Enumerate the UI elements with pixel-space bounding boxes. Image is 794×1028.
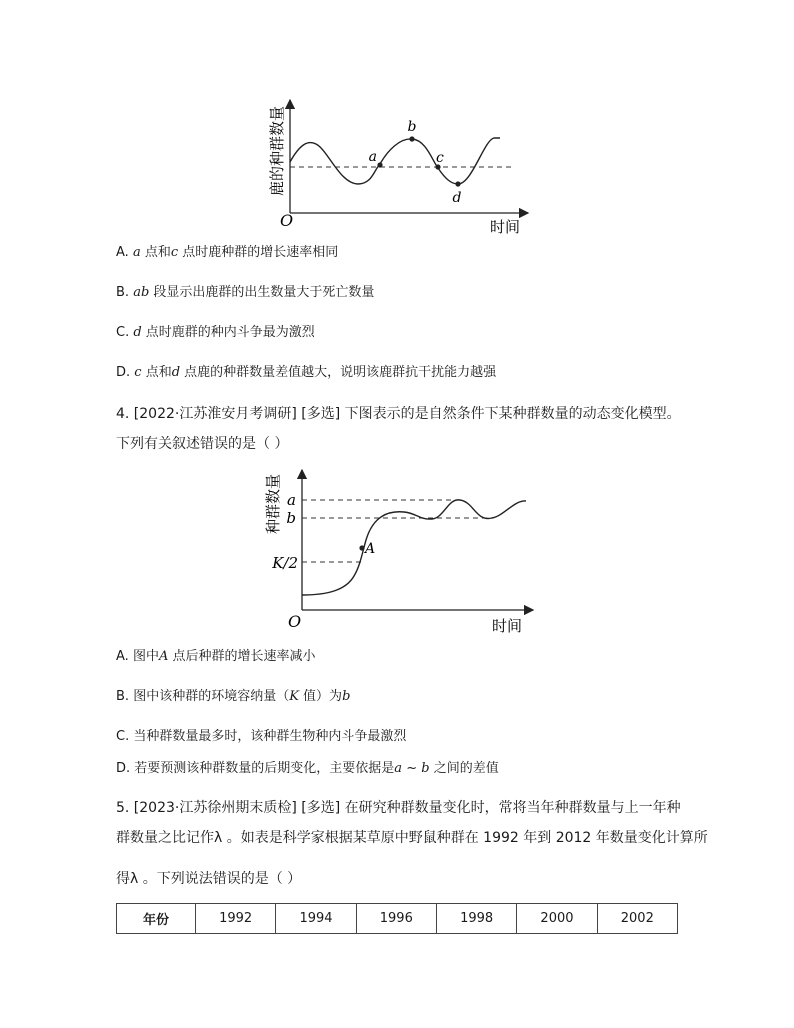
option-letter: B. <box>116 285 134 300</box>
figure-logistic-growth <box>248 458 538 638</box>
q4-stem-line2: 下列有关叙述错误的是（ ） <box>116 436 289 452</box>
option-letter: D. <box>116 761 135 776</box>
label-A: A <box>365 541 376 557</box>
q4-option-b <box>116 688 350 706</box>
table-row <box>117 904 678 934</box>
q3-option-a <box>116 244 338 262</box>
origin-label: O <box>288 612 302 631</box>
option-text: 点和 <box>141 365 172 380</box>
label-level-b: b <box>286 509 296 527</box>
option-letter: A. <box>116 649 133 664</box>
variable: b <box>421 761 430 776</box>
option-text: 若要预测该种群数量的后期变化，主要依据是 <box>134 761 395 776</box>
q5-stem-line2: 群数量之比记作λ 。如表是科学家根据某草原中野鼠种群在 1992 年到 2012 年数量变化计算所 <box>116 830 708 846</box>
option-text: 点和 <box>140 245 171 260</box>
y-axis-label: 鹿的种群数量 <box>268 105 286 196</box>
lambda-table <box>116 903 678 934</box>
option-letter: A. <box>116 245 133 260</box>
option-text: 段显示出鹿群的出生数量大于死亡数量 <box>149 285 375 300</box>
label-c: c <box>436 150 444 166</box>
variable: d <box>171 365 181 380</box>
table-cell: 1992 <box>196 904 276 934</box>
x-axis-label: 时间 <box>490 218 521 236</box>
table-cell: 1996 <box>356 904 436 934</box>
table-cell: 1994 <box>276 904 356 934</box>
table-cell: 1998 <box>436 904 516 934</box>
q4-stem-line1: 4. [2022·江苏淮安月考调研] [多选] 下图表示的是自然条件下某种群数量的动态变化模型。 <box>116 406 681 422</box>
option-text: 值）为 <box>298 689 343 704</box>
label-level-a: a <box>287 491 296 509</box>
q4-option-d <box>116 760 499 778</box>
q3-option-d <box>116 364 496 382</box>
variable: A <box>158 649 169 664</box>
x-axis-label: 时间 <box>492 617 523 635</box>
option-text: 点时鹿群的种内斗争最为激烈 <box>141 325 315 340</box>
variable: ab <box>133 285 150 300</box>
growth-curve <box>302 500 526 595</box>
option-text: 之间的差值 <box>429 761 499 776</box>
q3-option-b <box>116 284 374 302</box>
option-text: 图中该种群的环境容纳量（ <box>133 689 290 704</box>
q4-option-a <box>116 648 315 666</box>
option-text: ~ <box>402 761 422 776</box>
point-a <box>377 162 382 167</box>
option-letter: B. <box>116 689 134 704</box>
y-axis-label: 种群数量 <box>264 473 282 534</box>
population-curve <box>290 138 500 184</box>
option-text: 图中 <box>132 649 159 664</box>
label-a: a <box>368 149 377 165</box>
label-b: b <box>407 119 417 135</box>
table-cell: 2000 <box>517 904 597 934</box>
variable: c <box>170 245 179 260</box>
point-d <box>455 181 460 186</box>
origin-label: O <box>280 211 294 230</box>
option-text: 点时鹿种群的增长速率相同 <box>178 245 339 260</box>
variable: a <box>394 761 403 776</box>
table-header-year: 年份 <box>117 904 196 934</box>
option-text: 点后种群的增长速率减小 <box>168 649 316 664</box>
q5-stem-line1: 5. [2023·江苏徐州期末质检] [多选] 在研究种群数量变化时，常将当年种群数量与上一年种 <box>116 800 681 816</box>
figure-deer-population <box>260 92 540 237</box>
point-b <box>409 136 414 141</box>
point-A <box>359 545 364 550</box>
q3-option-c <box>116 324 315 342</box>
option-letter: D. <box>116 365 135 380</box>
variable: b <box>342 689 351 704</box>
option-text: 点鹿的种群数量差值越大，说明该鹿群抗干扰能力越强 <box>180 365 497 380</box>
option-text: 当种群数量最多时，该种群生物种内斗争最激烈 <box>133 729 407 744</box>
variable: K <box>289 689 299 704</box>
variable: c <box>134 365 142 380</box>
label-d: d <box>452 190 462 206</box>
q4-option-c <box>116 728 406 746</box>
label-level-k2: K/2 <box>272 554 298 572</box>
table-cell: 2002 <box>597 904 677 934</box>
variable: d <box>133 325 142 340</box>
option-letter: C. <box>116 729 134 744</box>
option-letter: C. <box>116 325 134 340</box>
variable: a <box>132 245 141 260</box>
q5-stem-line3: 得λ 。下列说法错误的是（ ） <box>116 871 302 887</box>
